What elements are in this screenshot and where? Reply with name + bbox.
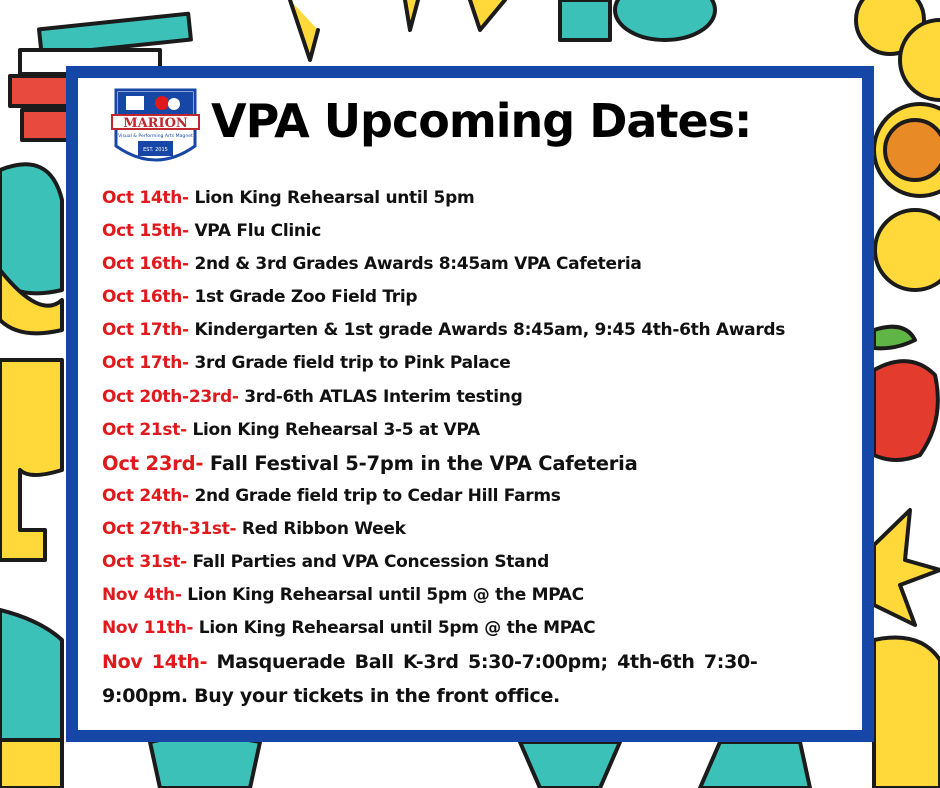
logo-subtitle-text: Visual & Performing Arts Magnet	[118, 134, 193, 139]
event-text: 2nd & 3rd Grades Awards 8:45am VPA Cafeteria	[194, 254, 642, 275]
marion-vpa-logo	[108, 88, 203, 171]
event-date: Nov 14th-	[102, 651, 208, 674]
event-date: Oct 15th-	[102, 221, 189, 242]
event-item	[102, 248, 842, 281]
event-item	[102, 447, 842, 480]
event-text: Fall Parties and VPA Concession Stand	[192, 552, 549, 573]
event-item	[102, 281, 842, 314]
logo-name-text: MARION	[123, 116, 188, 131]
event-date: Oct 16th-	[102, 254, 189, 275]
event-text: Lion King Rehearsal 3-5 at VPA	[192, 419, 480, 440]
event-text: 1st Grade Zoo Field Trip	[194, 287, 418, 308]
event-text: 3rd-6th ATLAS Interim testing	[244, 386, 523, 407]
event-date: Oct 17th-	[102, 353, 189, 374]
event-text: 2nd Grade field trip to Cedar Hill Farms	[194, 485, 561, 506]
event-item	[102, 480, 842, 513]
event-date: Oct 24th-	[102, 485, 189, 506]
event-date: Oct 31st-	[102, 552, 187, 573]
event-item	[102, 414, 842, 447]
event-item	[102, 546, 842, 579]
page-title: VPA Upcoming Dates:	[211, 94, 752, 148]
event-text-continued: 9:00pm. Buy your tickets in the front office.	[102, 685, 560, 708]
event-item	[102, 381, 842, 414]
event-text: Lion King Rehearsal until 5pm @ the MPAC	[187, 585, 584, 606]
event-date: Oct 16th-	[102, 287, 189, 308]
event-list	[102, 182, 842, 713]
event-date: Oct 21st-	[102, 419, 187, 440]
event-text: Fall Festival 5-7pm in the VPA Cafeteria	[209, 451, 638, 475]
event-date: Oct 23rd-	[102, 451, 204, 475]
event-item	[102, 182, 842, 215]
logo-est-text: EST. 2015	[143, 147, 168, 153]
calendar-frame	[66, 66, 874, 742]
event-date: Oct 20th-23rd-	[102, 386, 239, 407]
event-date: Nov 4th-	[102, 585, 182, 606]
event-item	[102, 513, 842, 546]
event-item	[102, 314, 842, 347]
calendar-card	[78, 78, 862, 730]
event-text: VPA Flu Clinic	[194, 221, 321, 242]
event-item	[102, 612, 842, 645]
event-text: Lion King Rehearsal until 5pm @ the MPAC	[198, 618, 596, 639]
event-text: 3rd Grade field trip to Pink Palace	[194, 353, 511, 374]
event-date: Nov 11th-	[102, 618, 194, 639]
event-item	[102, 579, 842, 612]
event-date: Oct 14th-	[102, 188, 189, 208]
event-item	[102, 347, 842, 380]
event-date: Oct 17th-	[102, 320, 189, 341]
event-text: Masquerade Ball K-3rd 5:30-7:00pm; 4th-6th 7:30-	[216, 651, 758, 674]
event-text: Kindergarten & 1st grade Awards 8:45am, 9:45 4th-6th Awards	[194, 320, 786, 341]
event-text: Lion King Rehearsal until 5pm	[194, 188, 475, 208]
event-date: Oct 27th-31st-	[102, 518, 237, 539]
event-item	[102, 215, 842, 248]
event-item	[102, 645, 842, 713]
event-text: Red Ribbon Week	[241, 518, 406, 539]
